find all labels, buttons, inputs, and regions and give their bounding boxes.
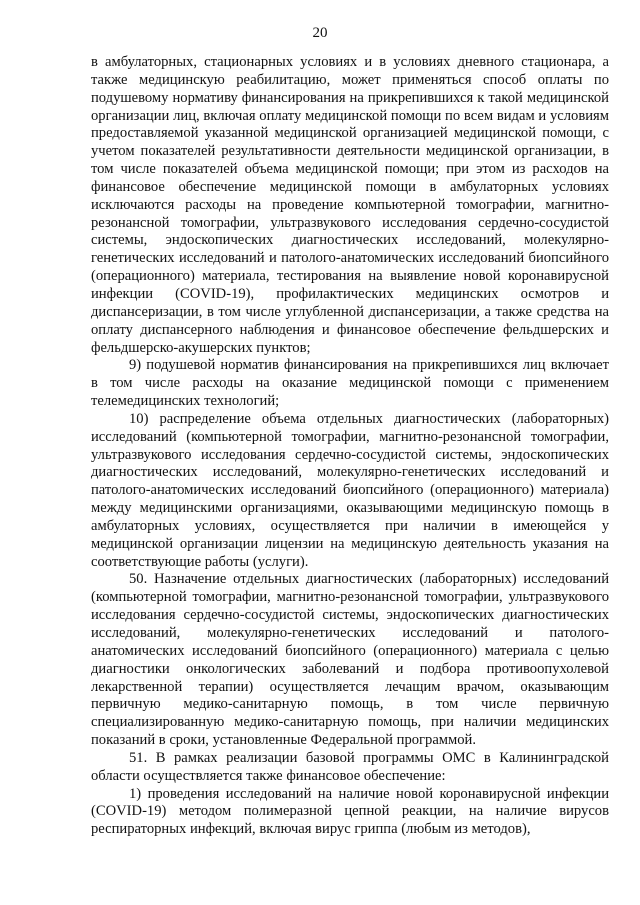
page-number: 20	[312, 25, 328, 41]
paragraph-payment-method-continuation: в амбулаторных, стационарных условиях и в условиях дневного стационара, а также медицинскую реабилитацию, может применяться способ оплаты по подушевому нормативу финансирования на прикрепившихся к такой медицинской организации лиц, включая оплату медицинской помощи по всем видам и условиям предоставляемой указанной медицинской организацией медицинской помощи, с учетом показателей результативности деятельности медицинской организации, в том числе показателей объема медицинской помощи; при этом из расходов на финансовое обеспечение медицинской помощи в амбулаторных условиях исключаются расходы на проведение компьютерной томографии, магнитно-резонансной томографии, ультразвукового исследования сердечно-сосудистой системы, эндоскопических диагностических исследований, молекулярно-генетических исследований и патолого-анатомических исследований биопсийного (операционного) материала, тестирования на выявление новой коронавирусной инфекции (COVID-19), профилактических медицинских осмотров и диспансеризации, в том числе углубленной диспансеризации, а также средства на оплату диспансерного наблюдения и финансовое обеспечение фельдшерских и фельдшерско-акушерских пунктов;	[91, 54, 609, 356]
paragraph-section-51: 51. В рамках реализации базовой программы ОМС в Калининградской области осуществляется также финансовое обеспечение:	[91, 749, 609, 784]
paragraph-section-50: 50. Назначение отдельных диагностических (лабораторных) исследований (компьютерной томографии, магнитно-резонансной томографии, ультразвукового исследования сердечно-сосудистой системы, эндоскопических диагностических исследований, молекулярно-генетических исследований и патолого-анатомических исследований биопсийного (операционного) материала с целью диагностики онкологических заболеваний и подбора противоопухолевой лекарственной терапии) осуществляется лечащим врачом, оказывающим первичную медико-санитарную помощь, в том числе первичную специализированную медико-санитарную помощь, при наличии медицинских показаний в сроки, установленные Федеральной программой.	[91, 571, 609, 749]
paragraph-item-9: 9) подушевой норматив финансирования на прикрепившихся лиц включает в том числе расходы на оказание медицинской помощи с применением телемедицинских технологий;	[91, 357, 609, 410]
document-body	[91, 54, 609, 839]
paragraph-item-10: 10) распределение объема отдельных диагностических (лабораторных) исследований (компьютерной томографии, магнитно-резонансной томографии, ультразвукового исследования сердечно-сосудистой системы, эндоскопических диагностических исследований, молекулярно-генетических исследований и патолого-анатомических исследований биопсийного (операционного) материала) между медицинскими организациями, оказывающими медицинскую помощь в амбулаторных условиях, осуществляется при наличии в имеющейся у медицинской организации лицензии на медицинскую деятельность указания на соответствующие работы (услуги).	[91, 410, 609, 570]
paragraph-section-51-item-1: 1) проведения исследований на наличие новой коронавирусной инфекции (COVID-19) методом полимеразной цепной реакции, на наличие вирусов респираторных инфекций, включая вирус гриппа (любым из методов),	[91, 785, 609, 838]
